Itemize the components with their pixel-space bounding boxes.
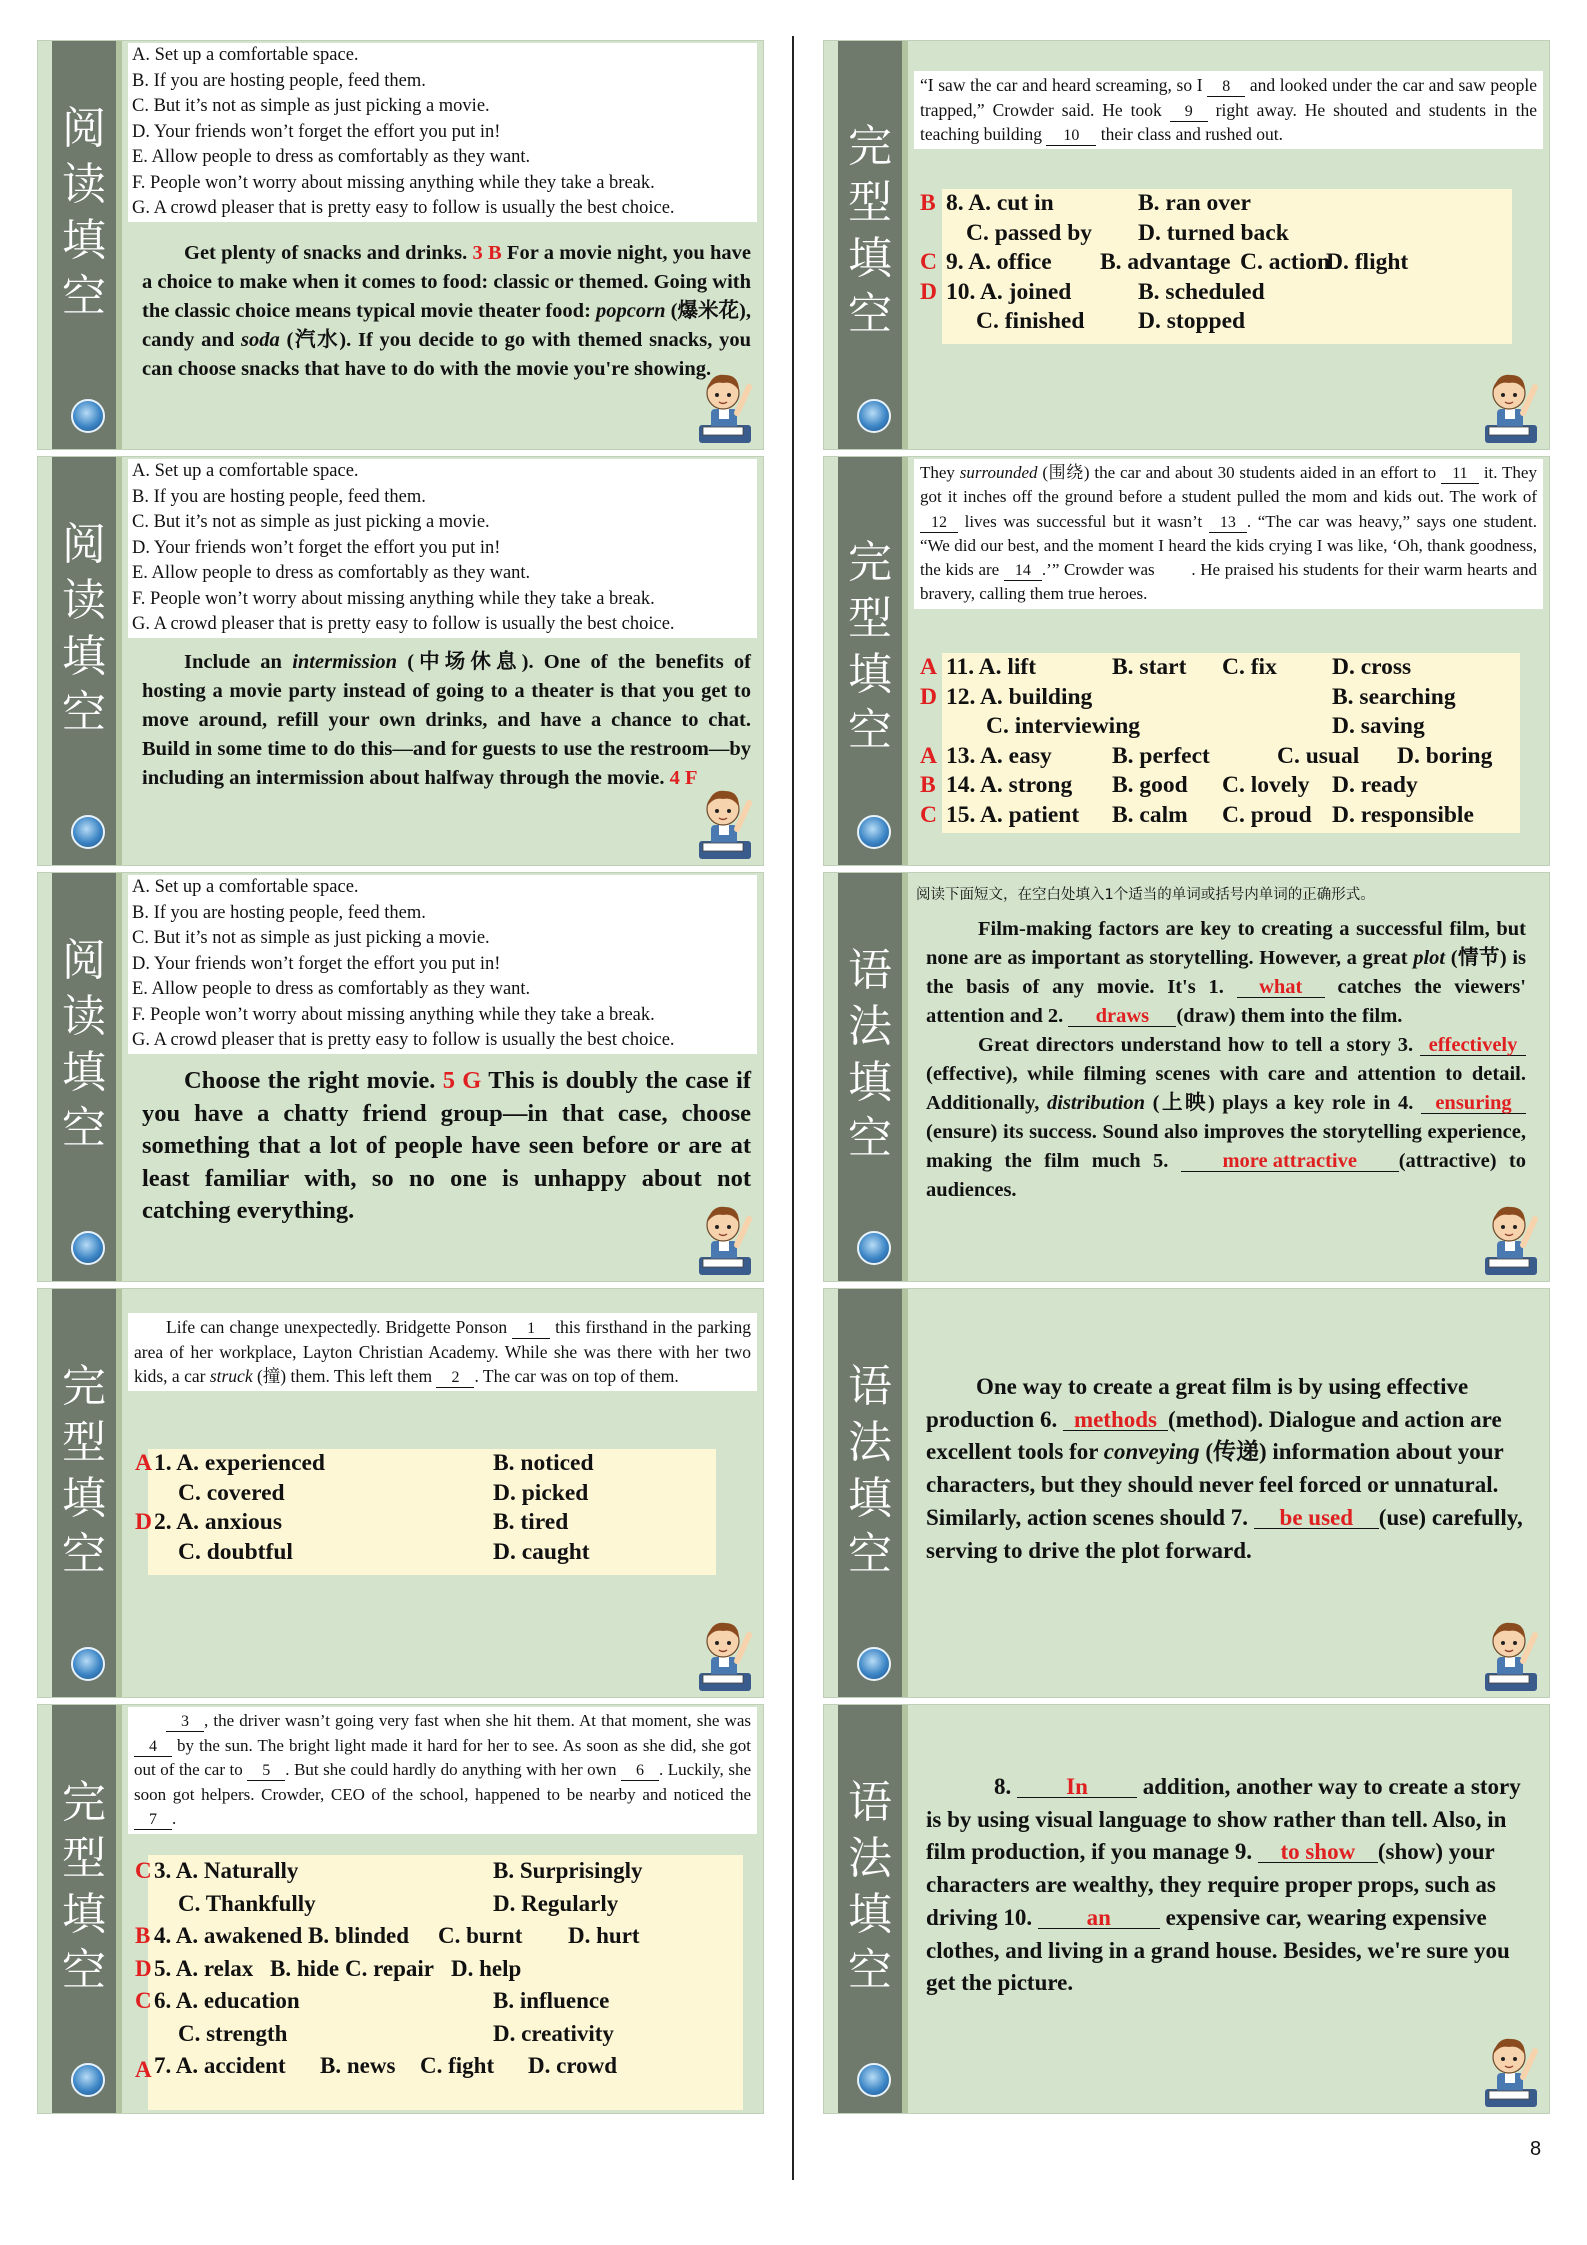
option-a: A. Set up a comfortable space.: [132, 877, 359, 897]
globe-logo-icon: [71, 399, 105, 433]
grammar-passage: Film-making factors are key to creating a successful film, but none are as important as storytelling. However, a great plot (情节) is the basis of any movie. It's 1. what catches the viewers' attention and 2. draws (draw) them into the film. Great directors understand how to tell a story 3. effectively (effective), while filming scenes with care and attention to detail. Additionally, distribution (上映) plays a key role in 4. ensuring(ensure) its success. Sound also improves the storytelling experience, making the film much 5. more attractive (attractive) to audiences.: [926, 918, 1527, 1201]
answer-mark: 4 F: [669, 767, 698, 789]
page-divider: [792, 36, 794, 2180]
cloze-passage: They surrounded (围绕) the car and about 30 students aided in an effort to 11 it. They got it inches off the ground before a student pulled the mom and kids out. The work of 12 lives was successful but it wasn’t 13 . “The car was heavy,” says one student. “We did our best, and the moment I heard the kids crying I was like, ‘Oh, thank goodness, the kids are 14 .’” Crowder was . He praised his students for their warm hearts and bravery, calling them true heroes.: [914, 459, 1543, 609]
option-c: C. But it’s not as simple as just picking a movie.: [132, 928, 490, 948]
option-g: G. A crowd pleaser that is pretty easy to follow is usually the best choice.: [132, 614, 675, 634]
slide-title: 完 型 填 空: [848, 121, 892, 340]
slide-cloze-1: [37, 1288, 764, 1698]
option-d: D. Your friends won’t forget the effort you put in!: [132, 537, 501, 558]
option-d: D. Your friends won’t forget the effort you put in!: [132, 953, 501, 974]
option-list: [128, 459, 757, 638]
slide-title: 阅 读 填 空: [62, 103, 106, 322]
option-c: C. But it’s not as simple as just picking a movie.: [132, 96, 490, 116]
passage-paragraph: Choose the right movie. 5 G This is doubly the case if you have a chatty friend group—in that case, choose something that a lot of people have seen before or are at least familiar with, so no one is unhappy about not catching everything.: [142, 1067, 751, 1224]
option-e: E. Allow people to dress as comfortably as they want.: [132, 563, 531, 583]
slide-grammar-1: [823, 872, 1550, 1282]
grammar-passage: 8. In addition, another way to create a story is by using visual language to show rather than tell. Also, in film production, if you manage 9. to show (show) your characters are wealthy, they require proper props, such as driving 10. an expensive car, wearing expensive clothes, and living in a grand house. Besides, we're sure you get the picture.: [926, 1774, 1521, 1996]
slide-reading-1: [37, 40, 764, 450]
globe-logo-icon: [857, 1231, 891, 1265]
globe-logo-icon: [857, 1647, 891, 1681]
option-a: A. Set up a comfortable space.: [132, 461, 359, 481]
choice-box: A 11. A. lift B. start C. fix D. cross D 12. A. building B. searching C. interviewing D. saving A 13. A. easy B. perfect C. usual D. boring B 14. A. strong B. good C. lovely D. ready C 15. A. patient B. calm C. proud D. responsible: [942, 653, 1520, 833]
option-e: E. Allow people to dress as comfortably as they want.: [132, 979, 531, 999]
option-b: B. If you are hosting people, feed them.: [132, 902, 426, 923]
option-d: D. Your friends won’t forget the effort you put in!: [132, 121, 501, 142]
slide-title: 阅 读 填 空: [62, 935, 106, 1154]
choice-box: B 8. A. cut in B. ran over C. passed by D. turned back C 9. A. office B. advantage C. action D. flight D 10. A. joined B. scheduled C. finished D. stopped: [942, 189, 1512, 344]
choice-box: A 1. A. experienced B. noticed C. covered D. picked D 2. A. anxious B. tired C. doubtful D. caught: [148, 1449, 716, 1575]
student-illustration-icon: [693, 365, 755, 445]
globe-logo-icon: [71, 1231, 105, 1265]
cloze-passage: “I saw the car and heard screaming, so I 8 and looked under the car and saw people trapped,” Crowder said. He took 9 right away. He shouted and students in the teaching building 10 their class and rushed out.: [914, 71, 1543, 149]
slide-grammar-3: [823, 1704, 1550, 2114]
cloze-passage: Life can change unexpectedly. Bridgette Ponson 1 this firsthand in the parking area of her workplace, Layton Christian Academy. While she was there with her two kids, a car struck (撞) them. This left them 2 . The car was on top of them.: [128, 1313, 757, 1391]
slide-title: 完 型 填 空: [62, 1361, 106, 1580]
student-illustration-icon: [1479, 1613, 1541, 1693]
student-illustration-icon: [1479, 365, 1541, 445]
option-g: G. A crowd pleaser that is pretty easy to follow is usually the best choice.: [132, 1030, 675, 1050]
answer-mark: D: [135, 1509, 152, 1535]
option-list: [128, 875, 757, 1054]
answer-mark: 5 G: [442, 1067, 482, 1094]
student-illustration-icon: [693, 781, 755, 861]
globe-logo-icon: [71, 2063, 105, 2097]
slide-cloze-3: [823, 40, 1550, 450]
choice-box: C 3. A. Naturally B. Surprisingly C. Thankfully D. Regularly B 4. A. awakened B. blinded C. burnt D. hurt D 5. A. relax B. hide C. repair D. help C 6. A. education B. influence C. strength D. creativity A 7. A. accident B. news C. fight D. crowd: [148, 1855, 743, 2110]
slide-title: 语 法 填 空: [848, 945, 892, 1164]
option-b: B. If you are hosting people, feed them.: [132, 70, 426, 91]
slide-reading-2: [37, 456, 764, 866]
answer-mark: 3 B: [472, 242, 502, 264]
globe-logo-icon: [857, 815, 891, 849]
globe-logo-icon: [857, 399, 891, 433]
option-e: E. Allow people to dress as comfortably as they want.: [132, 147, 531, 167]
globe-logo-icon: [71, 1647, 105, 1681]
slide-title: 阅 读 填 空: [62, 519, 106, 738]
instruction-text: 阅读下面短文，在空白处填入1个适当的单词或括号内单词的正确形式。: [916, 887, 1375, 903]
page-number: 8: [1530, 2138, 1542, 2160]
slide-title: 完 型 填 空: [848, 537, 892, 756]
cloze-passage: 3 , the driver wasn’t going very fast when she hit them. At that moment, she was 4 by the sun. The bright light made it hard for her to see. As soon as she did, she got out of the car to 5 . But she could hardly do anything with her own 6 . Luckily, she soon got helpers. Crowder, CEO of the school, happened to be nearby and noticed the 7 .: [128, 1707, 757, 1834]
slide-cloze-4: [823, 456, 1550, 866]
globe-logo-icon: [857, 2063, 891, 2097]
globe-logo-icon: [71, 815, 105, 849]
student-illustration-icon: [693, 1197, 755, 1277]
slide-cloze-2: [37, 1704, 764, 2114]
option-f: F. People won’t worry about missing anything while they take a break.: [132, 588, 655, 609]
option-f: F. People won’t worry about missing anything while they take a break.: [132, 172, 655, 193]
student-illustration-icon: [693, 1613, 755, 1693]
slide-title: 语 法 填 空: [848, 1777, 892, 1996]
slide-reading-3: [37, 872, 764, 1282]
slide-title: 语 法 填 空: [848, 1361, 892, 1580]
grammar-passage: One way to create a great film is by using effective production 6. methods (method). Dialogue and action are excellent tools for conveying (传递) information about your characters, but they should never feel forced or unnatural. Similarly, action scenes should 7. be used (use) carefully, serving to drive the plot forward.: [926, 1374, 1523, 1563]
option-g: G. A crowd pleaser that is pretty easy to follow is usually the best choice.: [132, 198, 675, 218]
passage-paragraph: Get plenty of snacks and drinks. 3 B For a movie night, you have a choice to make when it comes to food: classic or themed. Going with the classic choice means typical movie theater food: popcorn (爆米花), candy and soda (汽水). If you decide to go with themed snacks, you can choose snacks that have to do with the movie you're showing.: [142, 242, 751, 380]
passage-paragraph: Include an intermission (中场休息). One of the benefits of hosting a movie party instead of going to a theater is that you get to move around, refill your own drinks, and have a chance to chat. Build in some time to do this—and for guests to use the restroom—by including an intermission about halfway through the movie. 4 F: [142, 651, 751, 789]
answer-mark: A: [135, 1450, 152, 1476]
slide-grammar-2: [823, 1288, 1550, 1698]
student-illustration-icon: [1479, 2029, 1541, 2109]
option-f: F. People won’t worry about missing anything while they take a break.: [132, 1004, 655, 1025]
option-a: A. Set up a comfortable space.: [132, 45, 359, 65]
student-illustration-icon: [1479, 1197, 1541, 1277]
option-c: C. But it’s not as simple as just picking a movie.: [132, 512, 490, 532]
option-b: B. If you are hosting people, feed them.: [132, 486, 426, 507]
slide-title: 完 型 填 空: [62, 1777, 106, 1996]
option-list: [128, 43, 757, 222]
